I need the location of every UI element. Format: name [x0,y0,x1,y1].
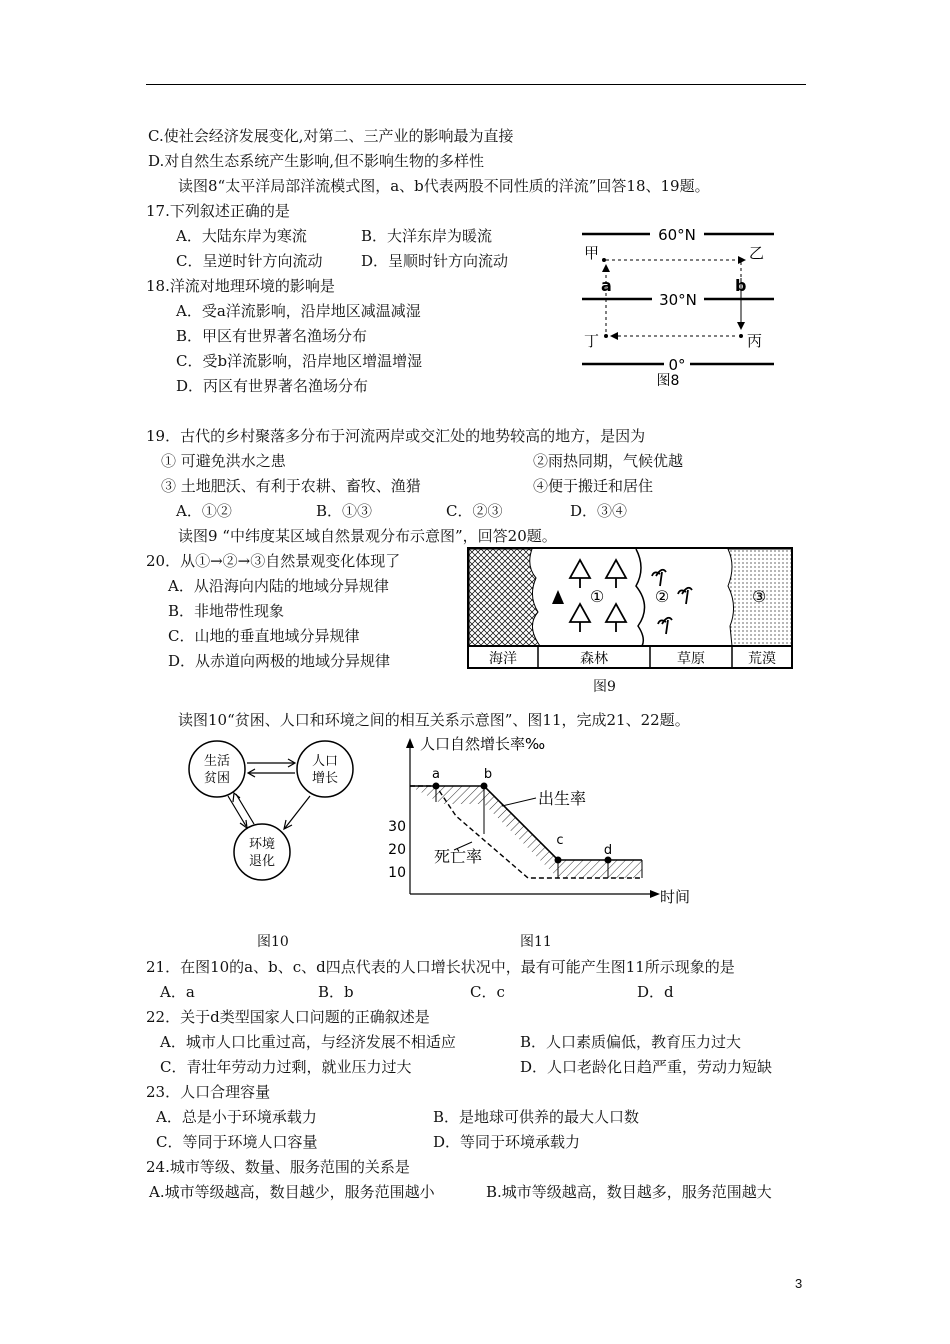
q19-option-c: C．②③ [446,502,503,520]
zone-grassland-label: 草原 [677,651,705,667]
q19-option-b: B．①③ [316,502,373,520]
q19-option-a: A．①② [176,502,232,520]
point-b-label: b [483,767,493,782]
q18-option-a: A．受a洋流影响，沿岸地区减温减湿 [176,302,421,320]
place-bing: 丙 [747,332,763,350]
q19-item-2: ②雨热同期，气候优越 [533,452,684,470]
q20-option-b: B．非地带性现象 [168,602,285,620]
q23-option-a: A．总是小于环境承载力 [156,1108,317,1126]
death-rate-label: 死亡率 [434,847,483,866]
y-axis-title: 人口自然增长率‰ [420,735,546,753]
q19-option-d: D．③④ [570,502,628,520]
figure-8-ocean-currents [578,222,778,390]
q23-option-b: B．是地球可供养的最大人口数 [433,1108,640,1126]
zone-desert-label: 荒漠 [748,651,776,667]
q18-option-d: D．丙区有世界著名渔场分布 [176,377,369,395]
q22-option-b: B．人口素质偏低，教育压力过大 [520,1033,742,1051]
q20-option-c: C．山地的垂直地域分异规律 [168,627,360,645]
q24-option-a: A.城市等级越高，数目越少，服务范围越小 [149,1183,435,1201]
q17-option-b: B．大洋东岸为暖流 [361,227,493,245]
q16-option-c: C.使社会经济发展变化,对第二、三产业的影响最为直接 [148,127,514,145]
marker-2: ② [654,587,670,606]
q23-option-c: C．等同于环境人口容量 [156,1133,318,1151]
current-a-label: a [601,276,612,295]
q19-item-1: ① 可避免洪水之患 [161,452,286,470]
lat-60n-label: 60°N [658,226,696,244]
q19-item-3: ③ 土地肥沃、有利于农耕、畜牧、渔猎 [161,477,421,495]
q21-stem: 21．在图10的a、b、c、d四点代表的人口增长状况中，最有可能产生图11所示现象的是 [146,958,735,976]
fig9-intro: 读图9 “中纬度某区域自然景观分布示意图”，回答20题。 [178,527,557,545]
zone-forest-label: 森林 [580,651,608,667]
fig10-intro: 读图10“贫困、人口和环境之间的相互关系示意图”、图11，完成21、22题。 [178,711,690,729]
q24-stem: 24.城市等级、数量、服务范围的关系是 [146,1158,410,1176]
place-yi: 乙 [749,244,765,262]
birth-rate-label: 出生率 [538,789,587,808]
q22-option-a: A．城市人口比重过高，与经济发展不相适应 [160,1033,456,1051]
lat-0-label: 0° [668,356,686,374]
point-b [481,783,488,790]
node-poverty-line2: 贫困 [203,771,231,786]
node-environment [234,824,290,880]
point-d-label: d [603,843,613,858]
header-rule [146,84,806,85]
figure-8-caption: 图8 [656,373,680,389]
q24-option-b: B.城市等级越高，数目越多，服务范围越大 [486,1183,772,1201]
node-environment-line1: 环境 [248,837,276,852]
current-b-label: b [735,276,747,295]
q19-stem: 19．古代的乡村聚落多分布于河流两岸或交汇处的地势较高的地方，是因为 [146,427,646,445]
node-poverty-line1: 生活 [203,754,231,769]
marker-1: ① [589,587,605,606]
q17-option-c: C．呈逆时针方向流动 [176,252,323,270]
node-population-line1: 人口 [311,754,339,769]
figure-11-growth-chart [380,732,700,910]
figure-9-caption: 图9 [593,679,616,695]
q20-option-a: A．从沿海向内陆的地域分异规律 [168,577,389,595]
page-number: 3 [795,1276,803,1291]
point-c [555,857,562,864]
y-tick-10: 10 [388,865,406,881]
point-c-label: c [556,833,564,848]
q18-option-b: B．甲区有世界著名渔场分布 [176,327,368,345]
q21-option-c: C．c [470,983,505,1001]
place-ding: 丁 [584,332,600,350]
q22-option-d: D．人口老龄化日趋严重，劳动力短缺 [520,1058,773,1076]
q19-item-4: ④便于搬迁和居住 [533,477,654,495]
q21-option-b: B．b [318,983,354,1001]
figure-9-landscape-zones [466,546,796,670]
y-tick-20: 20 [388,842,406,858]
q21-option-a: A．a [160,983,195,1001]
fig8-intro: 读图8“太平洋局部洋流模式图，a、b代表两股不同性质的洋流”回答18、19题。 [178,177,710,195]
figure-10-caption: 图10 [257,934,289,950]
node-population-line2: 增长 [311,771,339,786]
q23-option-d: D．等同于环境承载力 [433,1133,581,1151]
y-tick-30: 30 [388,819,406,835]
q22-option-c: C．青壮年劳动力过剩，就业压力过大 [160,1058,412,1076]
place-jia: 甲 [584,244,600,262]
q17-option-d: D．呈顺时针方向流动 [361,252,509,270]
q20-option-d: D．从赤道向两极的地域分异规律 [168,652,391,670]
q22-stem: 22．关于d类型国家人口问题的正确叙述是 [146,1008,430,1026]
q20-stem: 20．从①→②→③自然景观变化体现了 [146,552,401,570]
q23-stem: 23．人口合理容量 [146,1083,271,1101]
q18-option-c: C．受b洋流影响，沿岸地区增温增湿 [176,352,423,370]
q18-stem: 18.洋流对地理环境的影响是 [146,277,335,295]
point-a [433,783,440,790]
node-poverty [189,741,245,797]
zone-ocean-label: 海洋 [489,651,517,667]
lat-30n-label: 30°N [659,291,697,309]
point-a-label: a [432,767,440,782]
node-population [297,741,353,797]
marker-3: ③ [751,587,767,606]
q17-option-a: A．大陆东岸为寒流 [176,227,307,245]
x-axis-title: 时间 [660,888,691,906]
figure-11-caption: 图11 [520,934,552,950]
node-environment-line2: 退化 [248,854,276,869]
q17-stem: 17.下列叙述正确的是 [146,202,290,220]
q21-option-d: D．d [637,983,674,1001]
q16-option-d: D.对自然生态系统产生影响,但不影响生物的多样性 [148,152,485,170]
figure-10-relationship-diagram [182,736,362,886]
